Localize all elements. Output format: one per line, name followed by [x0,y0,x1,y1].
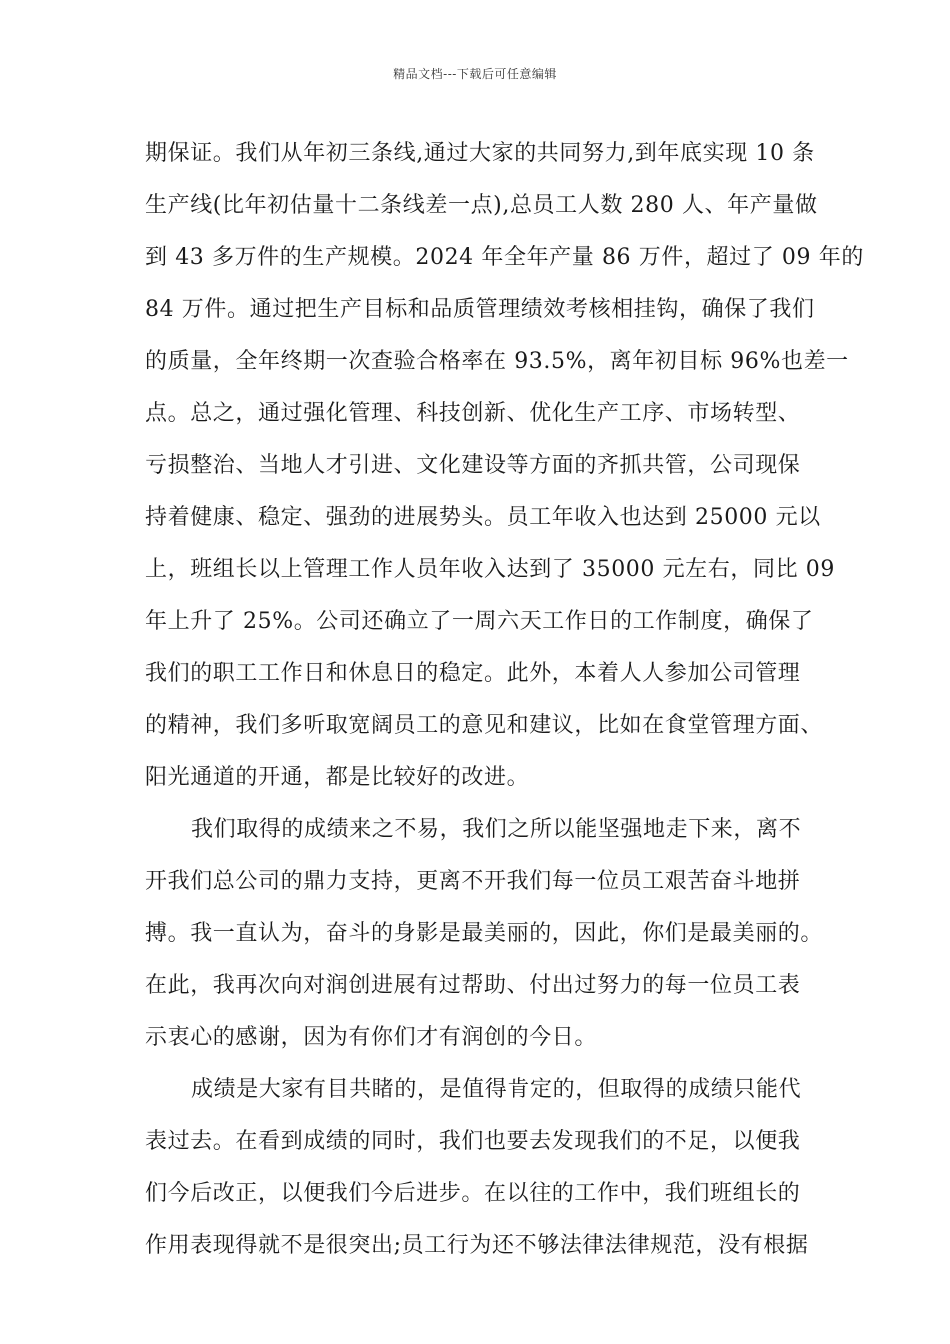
text-line: 作用表现得就不是很突出;员工行为还不够法律法律规范，没有根据 [145,1233,809,1258]
text-line: 年上升了 25%。公司还确立了一周六天工作日的工作制度，确保了 [145,609,814,634]
text-line: 开我们总公司的鼎力支持，更离不开我们每一位员工艰苦奋斗地拼 [145,869,801,894]
paragraph-first-line: 我们取得的成绩来之不易，我们之所以能坚强地走下来，离不 [191,817,802,842]
body-text [145,128,864,1272]
text-line: 84 万件。通过把生产目标和品质管理绩效考核相挂钩，确保了我们 [145,297,815,322]
text-line: 阳光通道的开通，都是比较好的改进。 [145,765,530,790]
page-header: 精品文档---下载后可任意编辑 [393,67,557,81]
text-line: 表过去。在看到成绩的同时，我们也要去发现我们的不足，以便我 [145,1129,801,1154]
text-line: 持着健康、稳定、强劲的进展势头。员工年收入也达到 25000 元以 [145,505,821,530]
text-line: 的质量，全年终期一次查验合格率在 93.5%，离年初目标 96%也差一 [145,349,849,374]
text-line: 搏。我一直认为，奋斗的身影是最美丽的，因此，你们是最美丽的。 [145,921,824,946]
text-line: 在此，我再次向对润创进展有过帮助、付出过努力的每一位员工表 [145,973,801,998]
text-line: 生产线(比年初估量十二条线差一点),总员工人数 280 人、年产量做 [145,193,818,218]
text-line: 们今后改正，以便我们今后进步。在以往的工作中，我们班组长的 [145,1181,801,1206]
paragraph-first-line: 成绩是大家有目共睹的，是值得肯定的，但取得的成绩只能代 [191,1077,802,1102]
text-line: 示衷心的感谢，因为有你们才有润创的今日。 [145,1025,598,1050]
text-line: 上，班组长以上管理工作人员年收入达到了 35000 元左右，同比 09 [145,557,835,582]
text-line: 亏损整治、当地人才引进、文化建设等方面的齐抓共管，公司现保 [145,453,801,478]
text-line: 的精神，我们多听取宽阔员工的意见和建议，比如在食堂管理方面、 [145,713,824,738]
text-line: 点。总之，通过强化管理、科技创新、优化生产工序、市场转型、 [145,401,801,426]
text-line: 期保证。我们从年初三条线,通过大家的共同努力,到年底实现 10 条 [145,141,815,166]
text-line: 到 43 多万件的生产规模。2024 年全年产量 86 万件，超过了 09 年的 [145,245,864,270]
text-line: 我们的职工工作日和休息日的稳定。此外，本着人人参加公司管理 [145,661,801,686]
